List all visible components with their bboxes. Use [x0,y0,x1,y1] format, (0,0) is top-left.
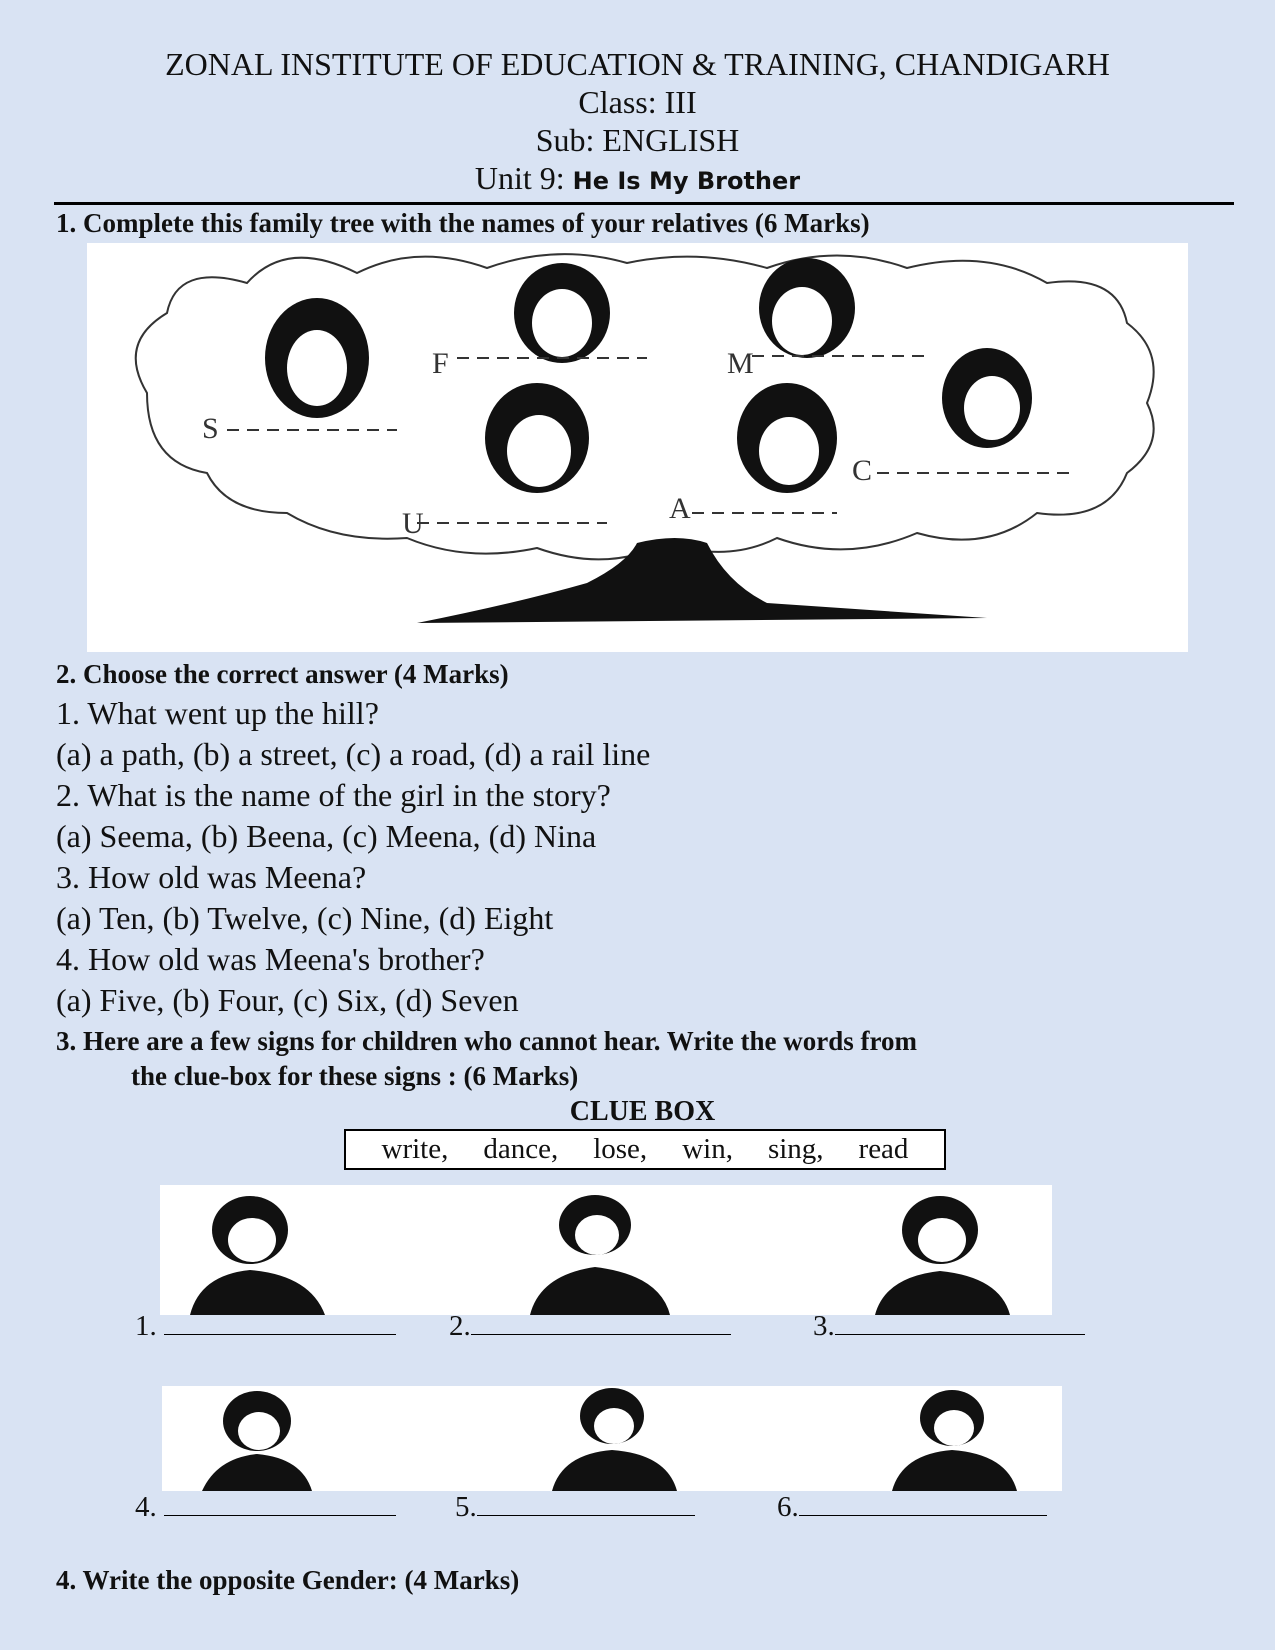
blank-1[interactable] [135,1310,396,1343]
blank-number: 5. [455,1491,477,1523]
family-tree-image [87,243,1188,652]
unit-name: He Is My Brother [572,167,801,195]
q2-line-3: 2. What is the name of the girl in the story? [56,777,611,813]
answer-line[interactable] [471,1310,731,1335]
q3-heading-line2: the clue-box for these signs : (6 Marks) [131,1061,579,1091]
q2-line-6: (a) Ten, (b) Twelve, (c) Nine, (d) Eight [56,900,554,936]
tree-label-s: S [202,412,219,445]
tree-label-a: A [669,492,691,525]
class-line: Class: III [578,84,697,120]
institute-title: ZONAL INSTITUTE OF EDUCATION & TRAINING, CHANDIGARH [165,46,1110,82]
signs-image-row-2 [162,1386,1062,1491]
blank-3[interactable] [813,1310,1085,1343]
q1-heading: 1. Complete this family tree with the names of your relatives (6 Marks) [56,208,870,238]
answer-line[interactable] [164,1310,396,1335]
q4-heading: 4. Write the opposite Gender: (4 Marks) [56,1565,520,1595]
answer-line[interactable] [799,1491,1047,1516]
answer-line[interactable] [835,1310,1085,1335]
q2-line-8: (a) Five, (b) Four, (c) Six, (d) Seven [56,982,519,1018]
header-rule [54,202,1234,205]
clue-box-title: CLUE BOX [569,1096,716,1127]
clue-word: dance, [483,1133,559,1165]
q2-heading: 2. Choose the correct answer (4 Marks) [56,659,509,689]
signs-image-row-1 [160,1185,1052,1315]
clue-word: sing, [767,1133,824,1165]
clue-word: lose, [593,1133,648,1165]
unit-prefix: Unit 9: [474,160,565,196]
subject-line: Sub: ENGLISH [535,122,740,158]
blank-number: 3. [813,1310,835,1342]
blank-number: 4. [135,1491,157,1523]
tree-label-m: M [727,347,754,380]
answer-line[interactable] [164,1491,396,1516]
blank-number: 6. [777,1491,799,1523]
clue-word: win, [682,1133,733,1165]
clue-word: write, [381,1133,449,1165]
unit-line [0,160,1275,197]
q2-line-2: (a) a path, (b) a street, (c) a road, (d) a rail line [56,736,651,772]
blank-number: 2. [449,1310,471,1342]
blank-6[interactable] [777,1491,1047,1524]
tree-label-f: F [432,347,449,380]
q3-heading-line1: 3. Here are a few signs for children who cannot hear. Write the words from [56,1026,917,1056]
clue-word: read [858,1133,909,1165]
blank-2[interactable] [449,1310,731,1343]
tree-label-c: C [852,454,873,487]
q2-line-7: 4. How old was Meena's brother? [56,941,485,977]
clue-box [344,1129,946,1170]
q2-line-1: 1. What went up the hill? [56,695,379,731]
blank-5[interactable] [455,1491,695,1524]
blank-number: 1. [135,1310,157,1342]
q2-line-4: (a) Seema, (b) Beena, (c) Meena, (d) Nina [56,818,597,854]
answer-line[interactable] [477,1491,695,1516]
tree-label-u: U [402,507,424,540]
blank-4[interactable] [135,1491,396,1524]
q2-line-5: 3. How old was Meena? [56,859,367,895]
